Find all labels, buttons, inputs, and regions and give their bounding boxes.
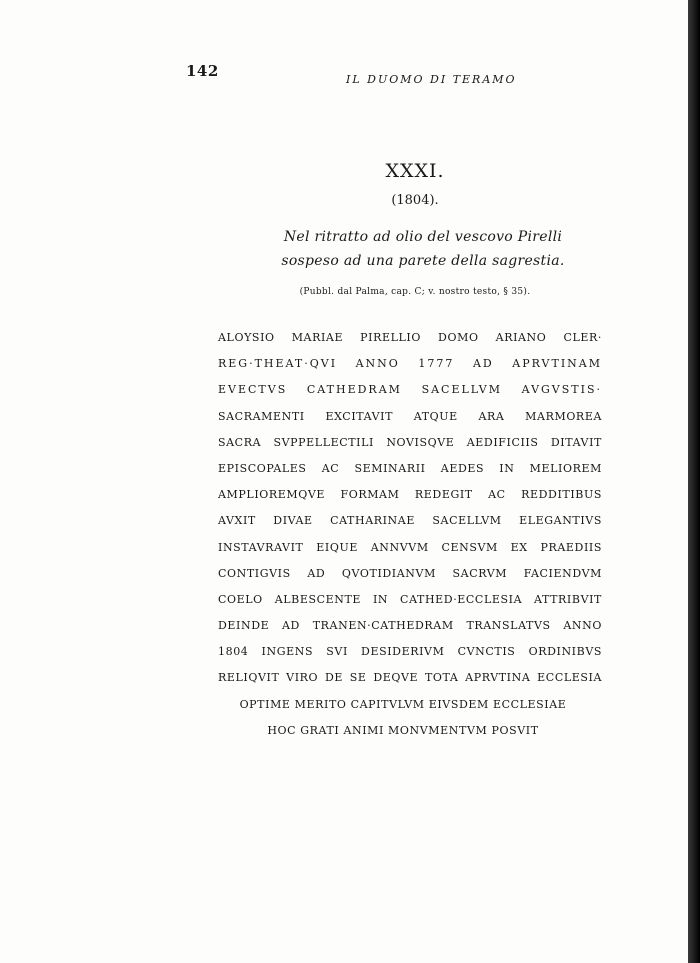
section-number: XXXI. [385, 160, 445, 182]
inscription-line: AVXIT DIVAE CATHARINAE SACELLVM ELEGANTIVS [218, 514, 602, 528]
subtitle-line: sospeso ad una parete della sagrestia. [281, 253, 565, 269]
page-number: 142 [186, 62, 219, 80]
subtitle-line: Nel ritratto ad olio del vescovo Pirelli [283, 229, 563, 245]
inscription-line: SACRAMENTI EXCITAVIT ATQUE ARA MARMOREA [218, 409, 602, 423]
inscription-line: COELO ALBESCENTE IN CATHED·ECCLESIA ATTRIBVIT [218, 592, 602, 606]
inscription-line: ALOYSIO MARIAE PIRELLIO DOMO ARIANO CLER· [218, 331, 602, 344]
inscription-line: EVECTVS CATHEDRAM SACELLVM AVGVSTIS· [218, 383, 602, 397]
inscription-line: REG·THEAT·QVI ANNO 1777 AD APRVTINAM [218, 357, 602, 371]
inscription-line: HOC GRATI ANIMI MONVMENTVM POSVIT [267, 723, 539, 737]
inscription-line: OPTIME MERITO CAPITVLVM EIVSDEM ECCLESIAE [239, 697, 567, 711]
inscription-line: RELIQVIT VIRO DE SE DEQVE TOTA APRVTINA ECCLESIA [218, 671, 602, 685]
section-year: (1804). [391, 193, 439, 208]
inscription-text [218, 325, 602, 744]
inscription-line: AMPLIOREMQVE FORMAM REDEGIT AC REDDITIBUS [218, 488, 602, 502]
inscription-line: 1804 INGENS SVI DESIDERIVM CVNCTIS ORDINIBVS [218, 645, 602, 659]
inscription-line: INSTAVRAVIT EIQUE ANNVVM CENSVM EX PRAEDIIS [218, 540, 602, 554]
inscription-line: CONTIGVIS AD QVOTIDIANVM SACRVM FACIENDVM [218, 566, 602, 580]
running-head: IL DUOMO DI TERAMO [346, 73, 517, 86]
scan-edge-shadow [688, 0, 700, 963]
source-note: (Pubbl. dal Palma, cap. C; v. nostro testo, § 35). [299, 287, 531, 297]
inscription-line: EPISCOPALES AC SEMINARII AEDES IN MELIOREM [218, 461, 602, 475]
inscription-line: SACRA SVPPELLECTILI NOVISQVE AEDIFICIIS DITAVIT [218, 435, 602, 449]
inscription-line: DEINDE AD TRANEN·CATHEDRAM TRANSLATVS ANNO [218, 619, 602, 633]
